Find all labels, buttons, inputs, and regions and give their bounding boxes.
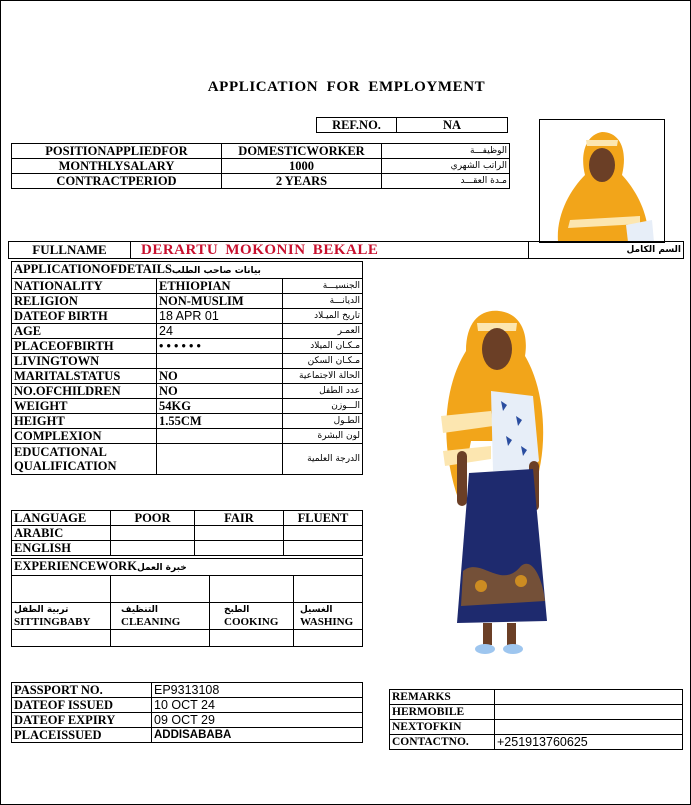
table-row	[390, 690, 683, 705]
remarks-label: REMARKS	[390, 690, 495, 705]
detail-value	[157, 354, 283, 369]
detail-arabic: مـكـان الميلاد	[283, 339, 363, 354]
table-row	[12, 683, 363, 698]
table-row	[12, 541, 363, 556]
skill-arabic: الطبخ	[224, 605, 250, 615]
remarks-value	[495, 690, 683, 705]
detail-value: 24	[157, 324, 283, 339]
ref-table	[316, 117, 508, 133]
date-expiry-value: 09 OCT 29	[152, 713, 363, 728]
ref-value: NA	[397, 118, 508, 133]
detail-arabic: الـــوزن	[283, 399, 363, 414]
detail-label: NATIONALITY	[12, 279, 157, 294]
detail-arabic: العمـر	[283, 324, 363, 339]
passport-table	[11, 682, 363, 743]
contract-arabic: مـدة العقـــد	[382, 174, 510, 189]
fair-header: FAIR	[195, 511, 284, 526]
table-row	[12, 144, 510, 159]
detail-arabic: الجنسيـــة	[283, 279, 363, 294]
applicant-full-body-photo	[421, 301, 571, 671]
position-label: POSITIONAPPLIEDFOR	[12, 144, 222, 159]
fullname-label: FULLNAME	[9, 242, 131, 259]
contract-value: 2 YEARS	[222, 174, 382, 189]
salary-arabic: الراتب الشهري	[382, 159, 510, 174]
education-row	[12, 444, 363, 475]
table-row	[12, 294, 363, 309]
place-issued-value: ADDISABABA	[152, 728, 363, 743]
skills-row	[12, 603, 363, 630]
details-header-row	[12, 262, 363, 279]
detail-value: NO	[157, 384, 283, 399]
english-language: ENGLISH	[12, 541, 111, 556]
skill-arabic: تربية الطفل	[14, 605, 69, 615]
salary-value: 1000	[222, 159, 382, 174]
education-label-line2: QUALIFICATION	[14, 459, 117, 473]
detail-arabic: مـكـان السكن	[283, 354, 363, 369]
next-of-kin-value	[495, 720, 683, 735]
detail-label: RELIGION	[12, 294, 157, 309]
detail-label: COMPLEXION	[12, 429, 157, 444]
table-row	[12, 414, 363, 429]
date-expiry-label: DATEOF EXPIRY	[12, 713, 152, 728]
date-issued-value: 10 OCT 24	[152, 698, 363, 713]
detail-label: MARITALSTATUS	[12, 369, 157, 384]
detail-arabic: الحالة الاجتماعية	[283, 369, 363, 384]
arabic-language: ARABIC	[12, 526, 111, 541]
applicant-portrait-photo	[539, 119, 665, 243]
passport-no-label: PASSPORT NO.	[12, 683, 152, 698]
table-row	[12, 354, 363, 369]
table-row	[12, 399, 363, 414]
detail-value: 1.55CM	[157, 414, 283, 429]
fullname-arabic: السم الكامل	[529, 242, 684, 259]
page-title: APPLICATION FOR EMPLOYMENT	[207, 79, 486, 95]
detail-value: 18 APR 01	[157, 309, 283, 324]
detail-label: AGE	[12, 324, 157, 339]
position-value: DOMESTICWORKER	[222, 144, 382, 159]
detail-arabic: الطـول	[283, 414, 363, 429]
skill-washing: WASHING	[300, 616, 354, 628]
fluent-header: FLUENT	[284, 511, 363, 526]
details-header-label: APPLICATIONOFDETAILS	[14, 262, 172, 276]
skill-cleaning: CLEANING	[121, 616, 181, 628]
table-row	[390, 735, 683, 750]
skill-arabic: التنظيف	[121, 605, 158, 615]
date-issued-label: DATEOF ISSUED	[12, 698, 152, 713]
table-row	[12, 698, 363, 713]
table-row	[12, 384, 363, 399]
table-row	[12, 279, 363, 294]
language-table	[11, 510, 363, 556]
table-row	[12, 324, 363, 339]
education-value	[157, 444, 283, 475]
details-header-arabic: بيانات صاحب الطلب	[171, 266, 261, 276]
skill-cooking: COOKING	[224, 616, 279, 628]
skill-sitting-baby: SITTINGBABY	[14, 616, 91, 628]
portrait-image	[540, 120, 664, 242]
table-row	[12, 339, 363, 354]
detail-arabic: عدد الطفل	[283, 384, 363, 399]
table-row	[12, 159, 510, 174]
detail-label: HEIGHT	[12, 414, 157, 429]
detail-arabic: الديانـــة	[283, 294, 363, 309]
education-label-line1: EDUCATIONAL	[14, 445, 107, 459]
her-mobile-label: HERMOBILE	[390, 705, 495, 720]
remarks-table	[389, 689, 683, 750]
detail-value: 54KG	[157, 399, 283, 414]
contact-no-label: CONTACTNO.	[390, 735, 495, 750]
detail-label: PLACEOFBIRTH	[12, 339, 157, 354]
table-row	[12, 309, 363, 324]
fullname-value: DERARTU MOKONIN BEKALE	[131, 242, 529, 259]
her-mobile-value	[495, 705, 683, 720]
table-row	[12, 728, 363, 743]
experience-table	[11, 558, 363, 647]
table-row	[390, 720, 683, 735]
detail-value	[157, 429, 283, 444]
table-row	[12, 713, 363, 728]
detail-label: LIVINGTOWN	[12, 354, 157, 369]
table-row	[12, 174, 510, 189]
detail-label: NO.OFCHILDREN	[12, 384, 157, 399]
detail-label: WEIGHT	[12, 399, 157, 414]
fullname-table	[8, 241, 684, 259]
contract-label: CONTRACTPERIOD	[12, 174, 222, 189]
skills-blank-row	[12, 630, 363, 647]
detail-value: • • • • • •	[157, 339, 283, 354]
contact-no-value: +251913760625	[495, 735, 683, 750]
detail-label: DATEOF BIRTH	[12, 309, 157, 324]
details-table	[11, 261, 363, 475]
language-header: LANGUAGE	[12, 511, 111, 526]
language-header-row	[12, 511, 363, 526]
ref-label: REF.NO.	[317, 118, 397, 133]
detail-value: NO	[157, 369, 283, 384]
detail-value: ETHIOPIAN	[157, 279, 283, 294]
detail-arabic: تاريخ الميـلاد	[283, 309, 363, 324]
next-of-kin-label: NEXTOFKIN	[390, 720, 495, 735]
skill-arabic: الغسيل	[300, 605, 333, 615]
table-row	[12, 429, 363, 444]
experience-label: EXPERIENCEWORK	[14, 559, 137, 573]
position-arabic: الوظيفـــة	[382, 144, 510, 159]
education-arabic: الدرجة العلمية	[283, 444, 363, 475]
detail-value: NON-MUSLIM	[157, 294, 283, 309]
experience-header-row	[12, 559, 363, 576]
place-issued-label: PLACEISSUED	[12, 728, 152, 743]
passport-no-value: EP9313108	[152, 683, 363, 698]
salary-label: MONTHLYSALARY	[12, 159, 222, 174]
table-row	[12, 369, 363, 384]
detail-arabic: لون البشرة	[283, 429, 363, 444]
table-row	[12, 526, 363, 541]
experience-arabic: خبرة العمل	[136, 563, 187, 573]
poor-header: POOR	[111, 511, 195, 526]
position-table	[11, 143, 510, 189]
table-row	[390, 705, 683, 720]
experience-blank-row	[12, 576, 363, 603]
full-body-image	[421, 301, 571, 671]
